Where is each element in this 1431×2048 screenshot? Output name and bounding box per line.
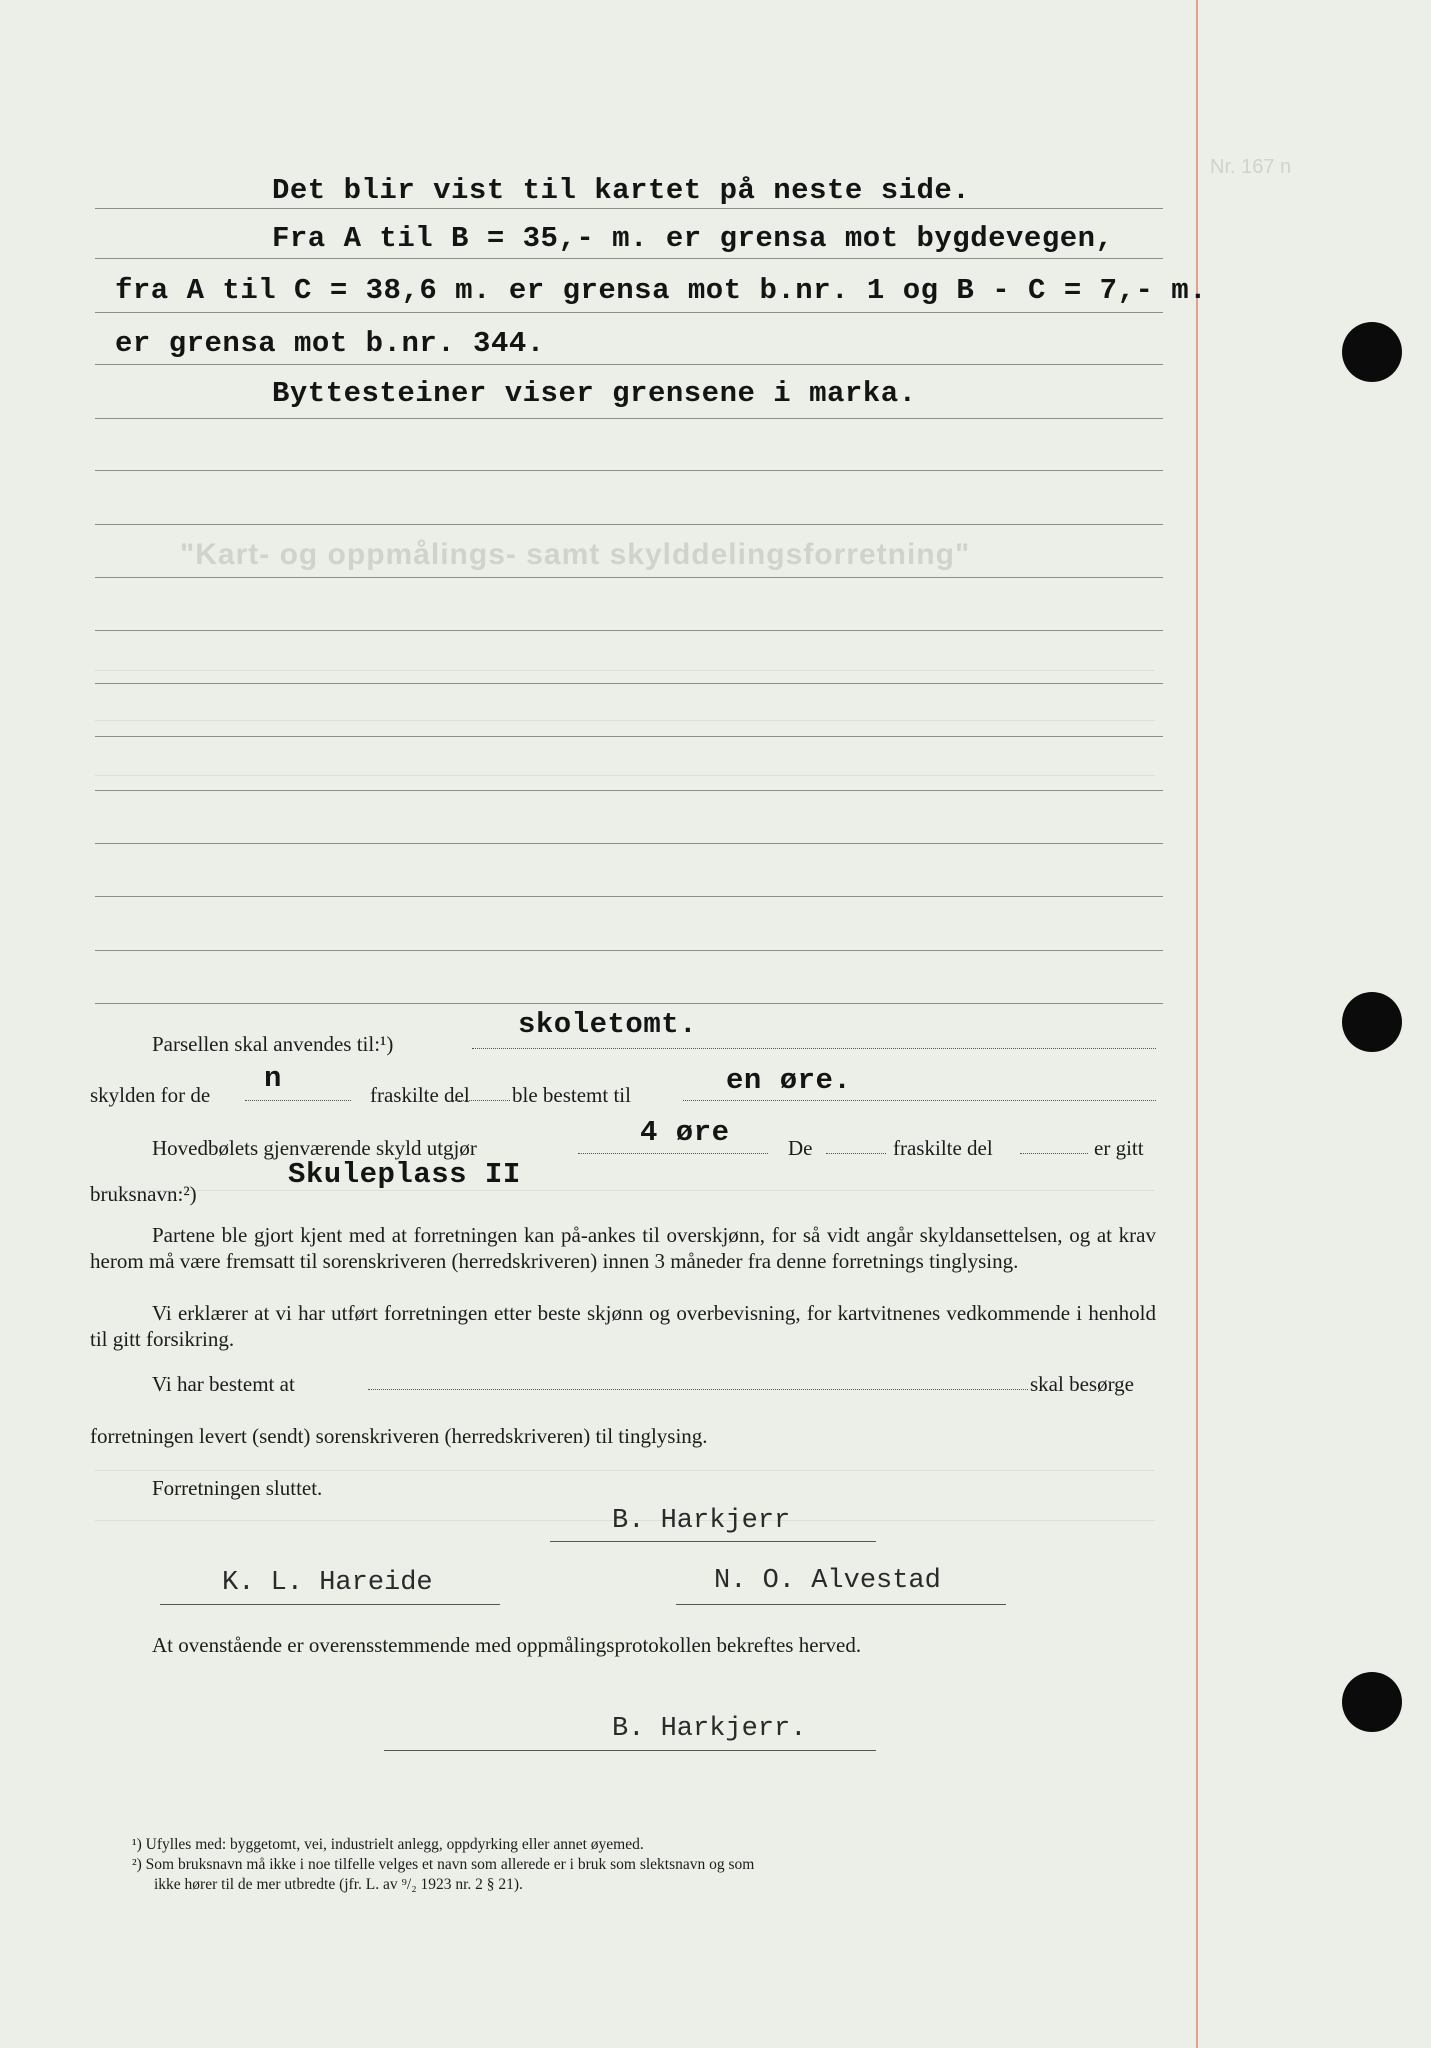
skyld-dotline-1 bbox=[245, 1100, 351, 1101]
signature-3: N. O. Alvestad bbox=[714, 1566, 941, 1596]
skyld-value: en øre. bbox=[726, 1064, 852, 1097]
ruled-line bbox=[95, 843, 1163, 844]
signature-1: B. Harkjerr bbox=[612, 1506, 791, 1536]
ruled-line bbox=[95, 258, 1163, 259]
bestemt-dotline bbox=[368, 1389, 1028, 1390]
ruled-line bbox=[95, 470, 1163, 471]
punch-hole-top bbox=[1342, 322, 1402, 382]
typed-line-2: Fra A til B = 35,- m. er grensa mot bygdevegen, bbox=[272, 222, 1114, 255]
signature-4: B. Harkjerr. bbox=[612, 1714, 807, 1744]
ruled-line bbox=[95, 630, 1163, 631]
fraskilte-dotline bbox=[1020, 1153, 1088, 1154]
levert-line: forretningen levert (sendt) sorenskriveren (herredskriveren) til tinglysing. bbox=[90, 1424, 708, 1448]
de-label: De bbox=[788, 1136, 813, 1160]
gitt-label: er gitt bbox=[1094, 1136, 1144, 1160]
ghost-line bbox=[95, 1470, 1155, 1471]
typed-line-4: er grensa mot b.nr. 344. bbox=[115, 327, 545, 360]
footnote-2b: ikke hører til de mer utbredte (jfr. L. av ⁹/₂ 1923 nr. 2 § 21). bbox=[154, 1876, 523, 1893]
sluttet-line: Forretningen sluttet. bbox=[152, 1476, 323, 1500]
signature-line-3 bbox=[676, 1604, 1006, 1605]
signature-2: K. L. Hareide bbox=[222, 1568, 433, 1598]
ghost-line bbox=[95, 775, 1155, 776]
ruled-line bbox=[95, 950, 1163, 951]
signature-line-2 bbox=[160, 1604, 500, 1605]
skyld-mid2: ble bestemt til bbox=[512, 1083, 631, 1107]
skyld-n: n bbox=[264, 1062, 282, 1095]
margin-line bbox=[1196, 0, 1198, 2048]
ghost-heading: "Kart- og oppmålings- samt skylddelingsforretning" bbox=[180, 538, 971, 571]
skyld-prefix: skylden for de bbox=[90, 1083, 211, 1107]
punch-hole-middle bbox=[1342, 992, 1402, 1052]
hoved-value: 4 øre bbox=[640, 1116, 730, 1149]
footnote-2a: ²) Som bruksnavn må ikke i noe tilfelle velges et navn som allerede er i bruk som slektsnavn og som bbox=[132, 1856, 755, 1873]
ruled-line bbox=[95, 896, 1163, 897]
bruksnavn-label: bruksnavn:²) bbox=[90, 1182, 197, 1206]
ruled-line bbox=[95, 683, 1163, 684]
ruled-line bbox=[95, 1003, 1163, 1004]
ruled-line bbox=[95, 524, 1163, 525]
bruksnavn-value: Skuleplass II bbox=[288, 1158, 521, 1191]
bestemt-prefix: Vi har bestemt at bbox=[152, 1372, 295, 1396]
ruled-line bbox=[95, 736, 1163, 737]
typed-line-3: fra A til C = 38,6 m. er grensa mot b.nr. 1 og B - C = 7,- m. bbox=[115, 274, 1208, 307]
ruled-line bbox=[95, 312, 1163, 313]
skyld-dotline-3 bbox=[683, 1100, 1156, 1101]
hoved-label: Hovedbølets gjenværende skyld utgjør bbox=[152, 1136, 477, 1160]
ruled-line bbox=[95, 364, 1163, 365]
ghost-line bbox=[95, 720, 1155, 721]
skyld-mid1: fraskilte del bbox=[370, 1083, 470, 1107]
signature-line-4 bbox=[384, 1750, 876, 1751]
signature-line-1 bbox=[550, 1541, 876, 1542]
fraskilte-label: fraskilte del bbox=[893, 1136, 993, 1160]
ruled-line bbox=[95, 208, 1163, 209]
declaration-paragraph: Vi erklærer at vi har utført forretningen etter beste skjønn og overbevisning, for kartvitnenes vedkommende i henhold til gitt forsikring. bbox=[90, 1301, 1156, 1351]
typed-line-5: Byttesteiner viser grensene i marka. bbox=[272, 377, 917, 410]
punch-hole-bottom bbox=[1342, 1672, 1402, 1732]
ruled-line bbox=[95, 418, 1163, 419]
parsell-value: skoletomt. bbox=[518, 1008, 698, 1041]
bestemt-suffix: skal besørge bbox=[1030, 1372, 1135, 1396]
ghost-line bbox=[95, 670, 1155, 671]
appeal-paragraph: Partene ble gjort kjent med at forretningen kan på-ankes til overskjønn, for så vidt angår skyldansettelsen, og at krav herom må være fremsatt til sorenskriveren (herredskriveren) innen 3 måneder fra denne forretnings tinglysing. bbox=[90, 1223, 1156, 1273]
parsell-dotline bbox=[472, 1048, 1156, 1049]
ruled-line bbox=[95, 577, 1163, 578]
ghost-top-right: Nr. 167 n bbox=[1210, 156, 1292, 178]
parsell-label: Parsellen skal anvendes til:¹) bbox=[152, 1032, 394, 1056]
confirm-line: At ovenstående er overensstemmende med oppmålingsprotokollen bekreftes herved. bbox=[152, 1633, 862, 1657]
ghost-line bbox=[95, 1190, 1155, 1191]
skyld-dotline-2 bbox=[453, 1100, 510, 1101]
de-dotline bbox=[826, 1153, 886, 1154]
hoved-dotline bbox=[578, 1153, 768, 1154]
typed-line-1: Det blir vist til kartet på neste side. bbox=[272, 174, 971, 207]
ruled-line bbox=[95, 790, 1163, 791]
footnote-1: ¹) Ufylles med: byggetomt, vei, industrielt anlegg, oppdyrking eller annet øyemed. bbox=[132, 1836, 644, 1853]
